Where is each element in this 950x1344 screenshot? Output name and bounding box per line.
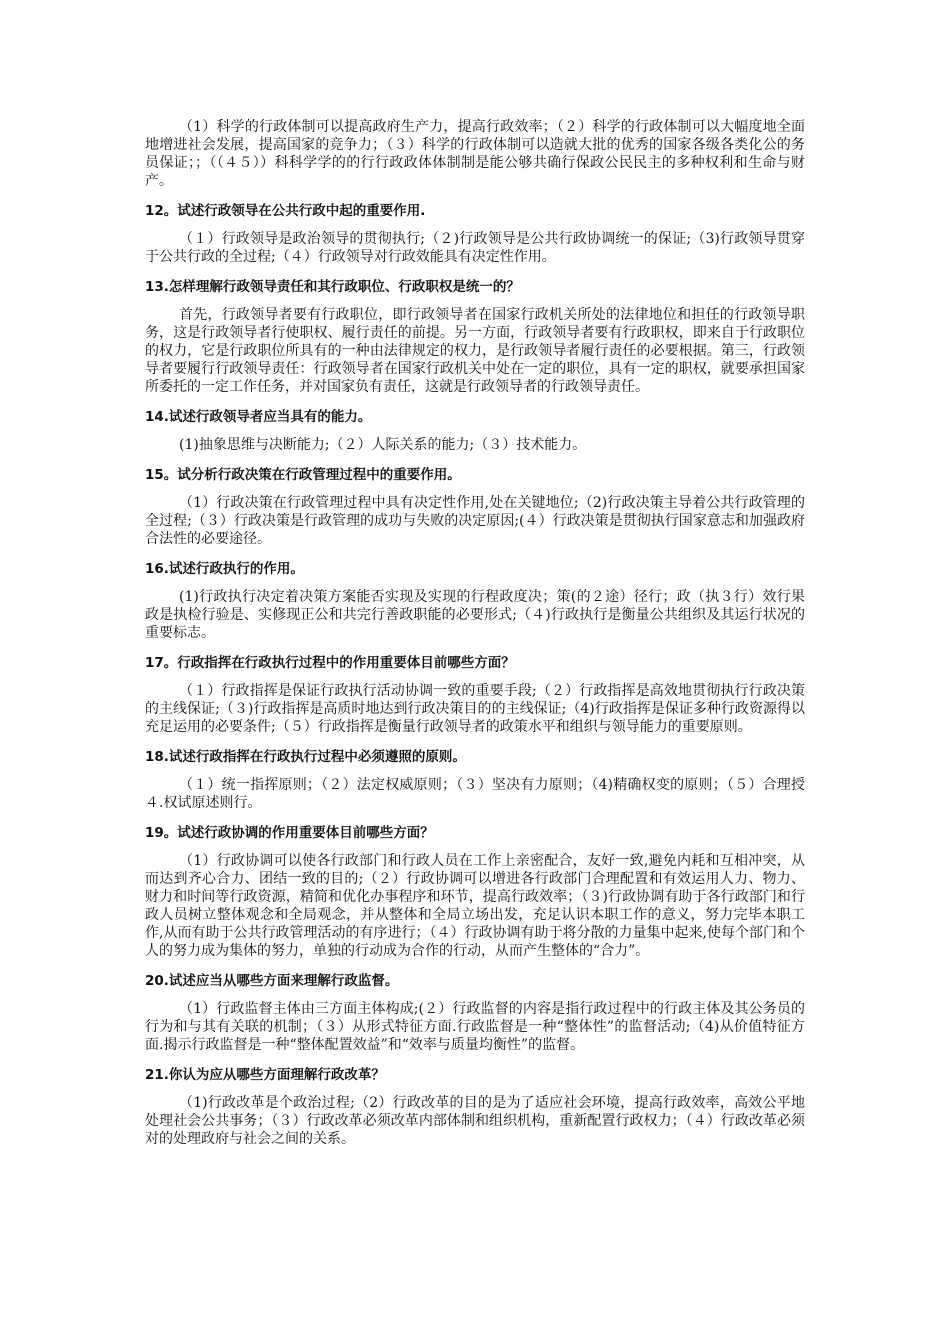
question-block-16 [145,560,805,642]
answer-paragraph: 首先，行政领导者要有行政职位，即行政领导者在国家行政机关所处的法律地位和担任的行政领导职务，这是行政领导者行使职权、履行责任的前提。另一方面，行政领导者要有行政职权，即来自于行政职位的权力，它是行政职位所具有的一种由法律规定的权力，是行政领导者履行责任的必要根据。第三，行政领导者要履行行政领导责任：行政领导者在国家行政机关中处在一定的职位，具有一定的职权，就要承担国家所委托的一定工作任务，并对国家负有责任，这就是行政领导者的行政领导责任。 [145,307,805,395]
answer-paragraph: (1)行政执行决定着决策方案能否实现及实现的行程政度决；策(的２途）径行；政（执３行）效行果政是执检行验是、实修现正公和共完行善政职能的必要形式;（４)行政执行是衡量公共组织及其运行状况的重要标志。 [145,589,805,641]
answer-paragraph: （1）行政决策在行政管理过程中具有决定性作用,处在关键地位;（2)行政决策主导着公共行政管理的全过程;（３）行政决策是行政管理的成功与失败的决定原因;(４）行政决策是贯彻执行国家意志和加强政府合法性的必要途径。 [145,495,805,547]
answer-paragraph: （１）行政指挥是保证行政执行活动协调一致的重要手段;（２）行政指挥是高效地贯彻执行行政决策的主线保证;（３)行政指挥是高质时地达到行政决策目的的主线保证;（4)行政指挥是保证多种行政资源得以充足运用的必要条件;（５）行政指挥是衡量行政领导者的政策水平和组织与领导能力的重要原则。 [145,683,805,735]
answer-paragraph: （1）行政协调可以使各行政部门和行政人员在工作上亲密配合，友好一致,避免内耗和互相冲突，从而达到齐心合力、团结一致的目的;（２）行政协调可以增进各行政部门合理配置和有效运用人力、物力、财力和时间等行政资源，精简和优化办事程序和环节，提高行政效率；（３)行政协调有助于各行政部门和行政人员树立整体观念和全局观念，并从整体和全局立场出发，充足认识本职工作的意义，努力完毕本职工作,从而有助于公共行政管理活动的有序进行；（４）行政协调有助于将分散的力量集中起来,使每个部门和个人的努力成为集体的努力，单独的行动成为合作的行动，从而产生整体的“合力”。 [145,853,805,959]
question-heading: 21.你认为应从哪些方面理解行政改革？ [145,1067,385,1083]
question-block-19 [145,824,805,960]
answer-paragraph: （1）行政监督主体由三方面主体构成;(２）行政监督的内容是指行政过程中的行政主体及其公务员的行为和与其有关联的机制；（３）从形式特征方面.行政监督是一种“整体性”的监督活动;（4)从价值特征方面.揭示行政监督是一种“整体配置效益”和“效率与质量均衡性”的监督。 [145,1001,805,1053]
answer-paragraph: (1)抽象思维与决断能力;（２）人际关系的能力;（３）技术能力。 [179,437,587,453]
answer-paragraph: （1)行政改革是个政治过程;（2）行政改革的目的是为了适应社会环境，提高行政效率，高效公平地处理社会公共事务；（３）行政改革必须改革内部体制和组织机构，重新配置行政权力；（４）行政改革必须对的处理政府与社会之间的关系。 [145,1095,805,1147]
question-block-18 [145,748,805,812]
question-block-17 [145,654,805,736]
question-heading: 17。行政指挥在行政执行过程中的作用重要体目前哪些方面？ [145,655,515,671]
document-page [145,118,805,1148]
answer-paragraph: （１）统一指挥原则；（２）法定权威原则；（３）坚决有力原则；（4)精确权变的原则；（５）合理授４.权试原述则行。 [145,777,805,811]
question-heading: 13.怎样理解行政领导责任和其行政职位、行政职权是统一的？ [145,279,520,295]
question-heading: 14.试述行政领导者应当具有的能力。 [145,409,372,425]
question-block-21 [145,1066,805,1148]
question-heading: 16.试述行政执行的作用。 [145,561,304,577]
question-heading: 12。试述行政领导在公共行政中起的重要作用. [145,203,426,219]
question-block-13 [145,278,805,396]
question-heading: 19。试述行政协调的作用重要体目前哪些方面？ [145,825,434,841]
question-block-20 [145,972,805,1054]
answer-paragraph: （１）行政领导是政治领导的贯彻执行;（２)行政领导是公共行政协调统一的保证;（3)行政领导贯穿于公共行政的全过程;（４）行政领导对行政效能具有决定性作用。 [145,231,805,265]
question-block-14 [145,408,805,454]
question-heading: 20.试述应当从哪些方面来理解行政监督。 [145,973,399,989]
question-block-12 [145,202,805,266]
question-heading: 18.试述行政指挥在行政执行过程中必须遵照的原则。 [145,749,466,765]
intro-paragraph: （1）科学的行政体制可以提高政府生产力，提高行政效率；（２）科学的行政体制可以大幅度地全面地增进社会发展，提高国家的竞争力；（３）科学的行政体制可以造就大批的优秀的国家各级各类化公的务员保证；；（（４５））科科学学的的行行政政体体制制是能公够共确行保政公民民主的多种权利和生命与财产。 [145,119,805,189]
question-heading: 15。试分析行政决策在行政管理过程中的重要作用。 [145,467,461,483]
question-block-15 [145,466,805,548]
